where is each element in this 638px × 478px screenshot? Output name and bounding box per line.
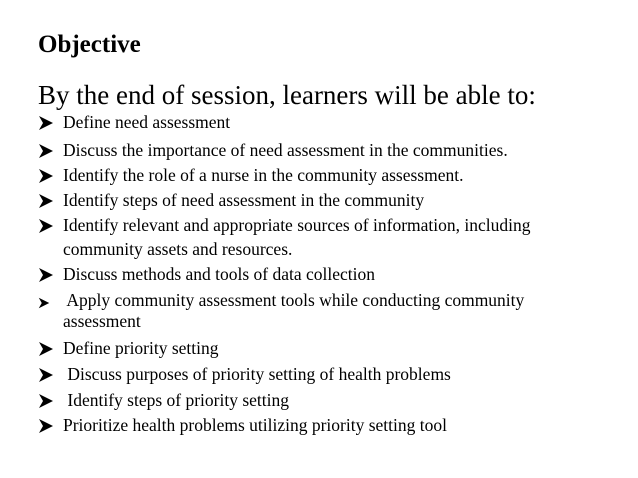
arrowhead-bullet-icon (38, 168, 54, 184)
arrowhead-bullet-icon (38, 393, 54, 409)
arrowhead-bullet-icon (38, 341, 54, 357)
list-item: Discuss methods and tools of data collection (38, 262, 608, 286)
arrowhead-bullet-icon (38, 367, 54, 383)
list-item: Discuss the importance of need assessment in the communities. (38, 138, 608, 162)
arrowhead-bullet-icon (38, 115, 54, 131)
list-item: Discuss purposes of priority setting of health problems (38, 362, 608, 386)
list-item: Prioritize health problems utilizing priority setting tool (38, 413, 608, 437)
list-item: Apply community assessment tools while conducting community assessment (38, 290, 608, 332)
list-item: Identify steps of priority setting (38, 388, 608, 412)
arrowhead-bullet-icon (38, 267, 54, 283)
slide-title: Objective (38, 31, 141, 58)
arrowhead-bullet-icon (38, 297, 50, 309)
list-item: Define need assessment (38, 110, 608, 134)
arrowhead-bullet-icon (38, 418, 54, 434)
list-item: Identify steps of need assessment in the community (38, 188, 608, 212)
arrowhead-bullet-icon (38, 193, 54, 209)
list-item: Define priority setting (38, 336, 608, 360)
arrowhead-bullet-icon (38, 143, 54, 159)
arrowhead-bullet-icon (38, 218, 54, 234)
list-item: Identify the role of a nurse in the community assessment. (38, 163, 608, 187)
slide-intro: By the end of session, learners will be able to: (38, 80, 536, 110)
list-item: Identify relevant and appropriate sources of information, including community assets and resources. (38, 213, 608, 261)
